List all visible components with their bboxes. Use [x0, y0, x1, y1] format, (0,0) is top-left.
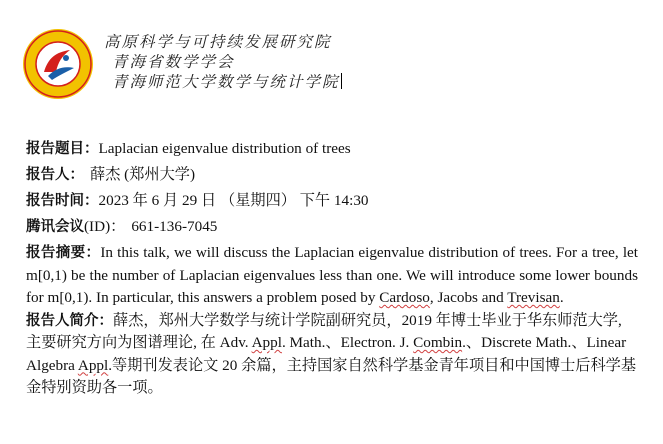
bio-text-1: 薛杰，郑州大学数学与统计学院副研究员，2019 年博士毕业于华东师范大学, 主要研究方向为图谱理论, 在 Adv. [26, 311, 622, 351]
organizer-3: 青海师范大学数学与统计学院 [112, 74, 340, 91]
abstract-author-1: Cardoso [379, 289, 430, 306]
abstract-label: 报告摘要： [26, 245, 101, 261]
bio-text-4: .等期刊发表论文 20 余篇，主持国家自然科学基金青年项目和中国博士后科学基金特别资助各一项。 [26, 356, 637, 396]
bio-text-3: .、Discrete Math.、Linear Algebra [26, 334, 627, 374]
abstract [26, 242, 638, 310]
time-value: 2023 年 6 月 29 日 （星期四） 下午 14:30 [98, 192, 369, 209]
meeting-label: 腾讯会议 [26, 219, 84, 235]
time-row [26, 188, 638, 214]
abstract-text: In this talk, we will discuss the Laplacian eigenvalue distribution of trees. For a tree, let m[0,1) be the number of Laplacian eigenvalues less than one. We will introduce some lower bounds for m[0,1). In particular, this answers a problem posed by [26, 244, 638, 306]
title-row [26, 136, 638, 162]
talk-info [26, 136, 638, 400]
time-label: 报告时间： [26, 193, 99, 209]
text-cursor [341, 73, 342, 89]
abstract-author-2: Trevisan [507, 289, 560, 306]
organizer-1: 高原科学与可持续发展研究院 [104, 34, 332, 51]
abstract-end: . [559, 289, 564, 306]
speaker-label: 报告人： [26, 167, 84, 183]
meeting-id-label: (ID)： [84, 218, 126, 235]
bio-spell-3: Appl [77, 356, 109, 374]
university-logo-icon [22, 28, 94, 100]
meeting-id-value: 661-136-7045 [131, 218, 218, 235]
speaker-row [26, 162, 638, 188]
bio-text-2: . Math.、Electron. J. [281, 334, 414, 351]
organizer-2: 青海省数学学会 [112, 54, 235, 71]
organizer-list [104, 33, 342, 93]
bio-spell-2: Combin [413, 334, 463, 351]
title-label: 报告题目： [26, 141, 99, 157]
abstract-mid: , Jacobs and [429, 289, 508, 306]
speaker-value: 薛杰 (郑州大学) [90, 166, 196, 183]
bio-spell-1: Appl [251, 334, 282, 351]
title-value: Laplacian eigenvalue distribution of trees [98, 140, 351, 157]
bio-label: 报告人简介： [26, 312, 113, 329]
speaker-bio [26, 310, 638, 400]
header [22, 25, 642, 105]
meeting-row [26, 214, 638, 240]
